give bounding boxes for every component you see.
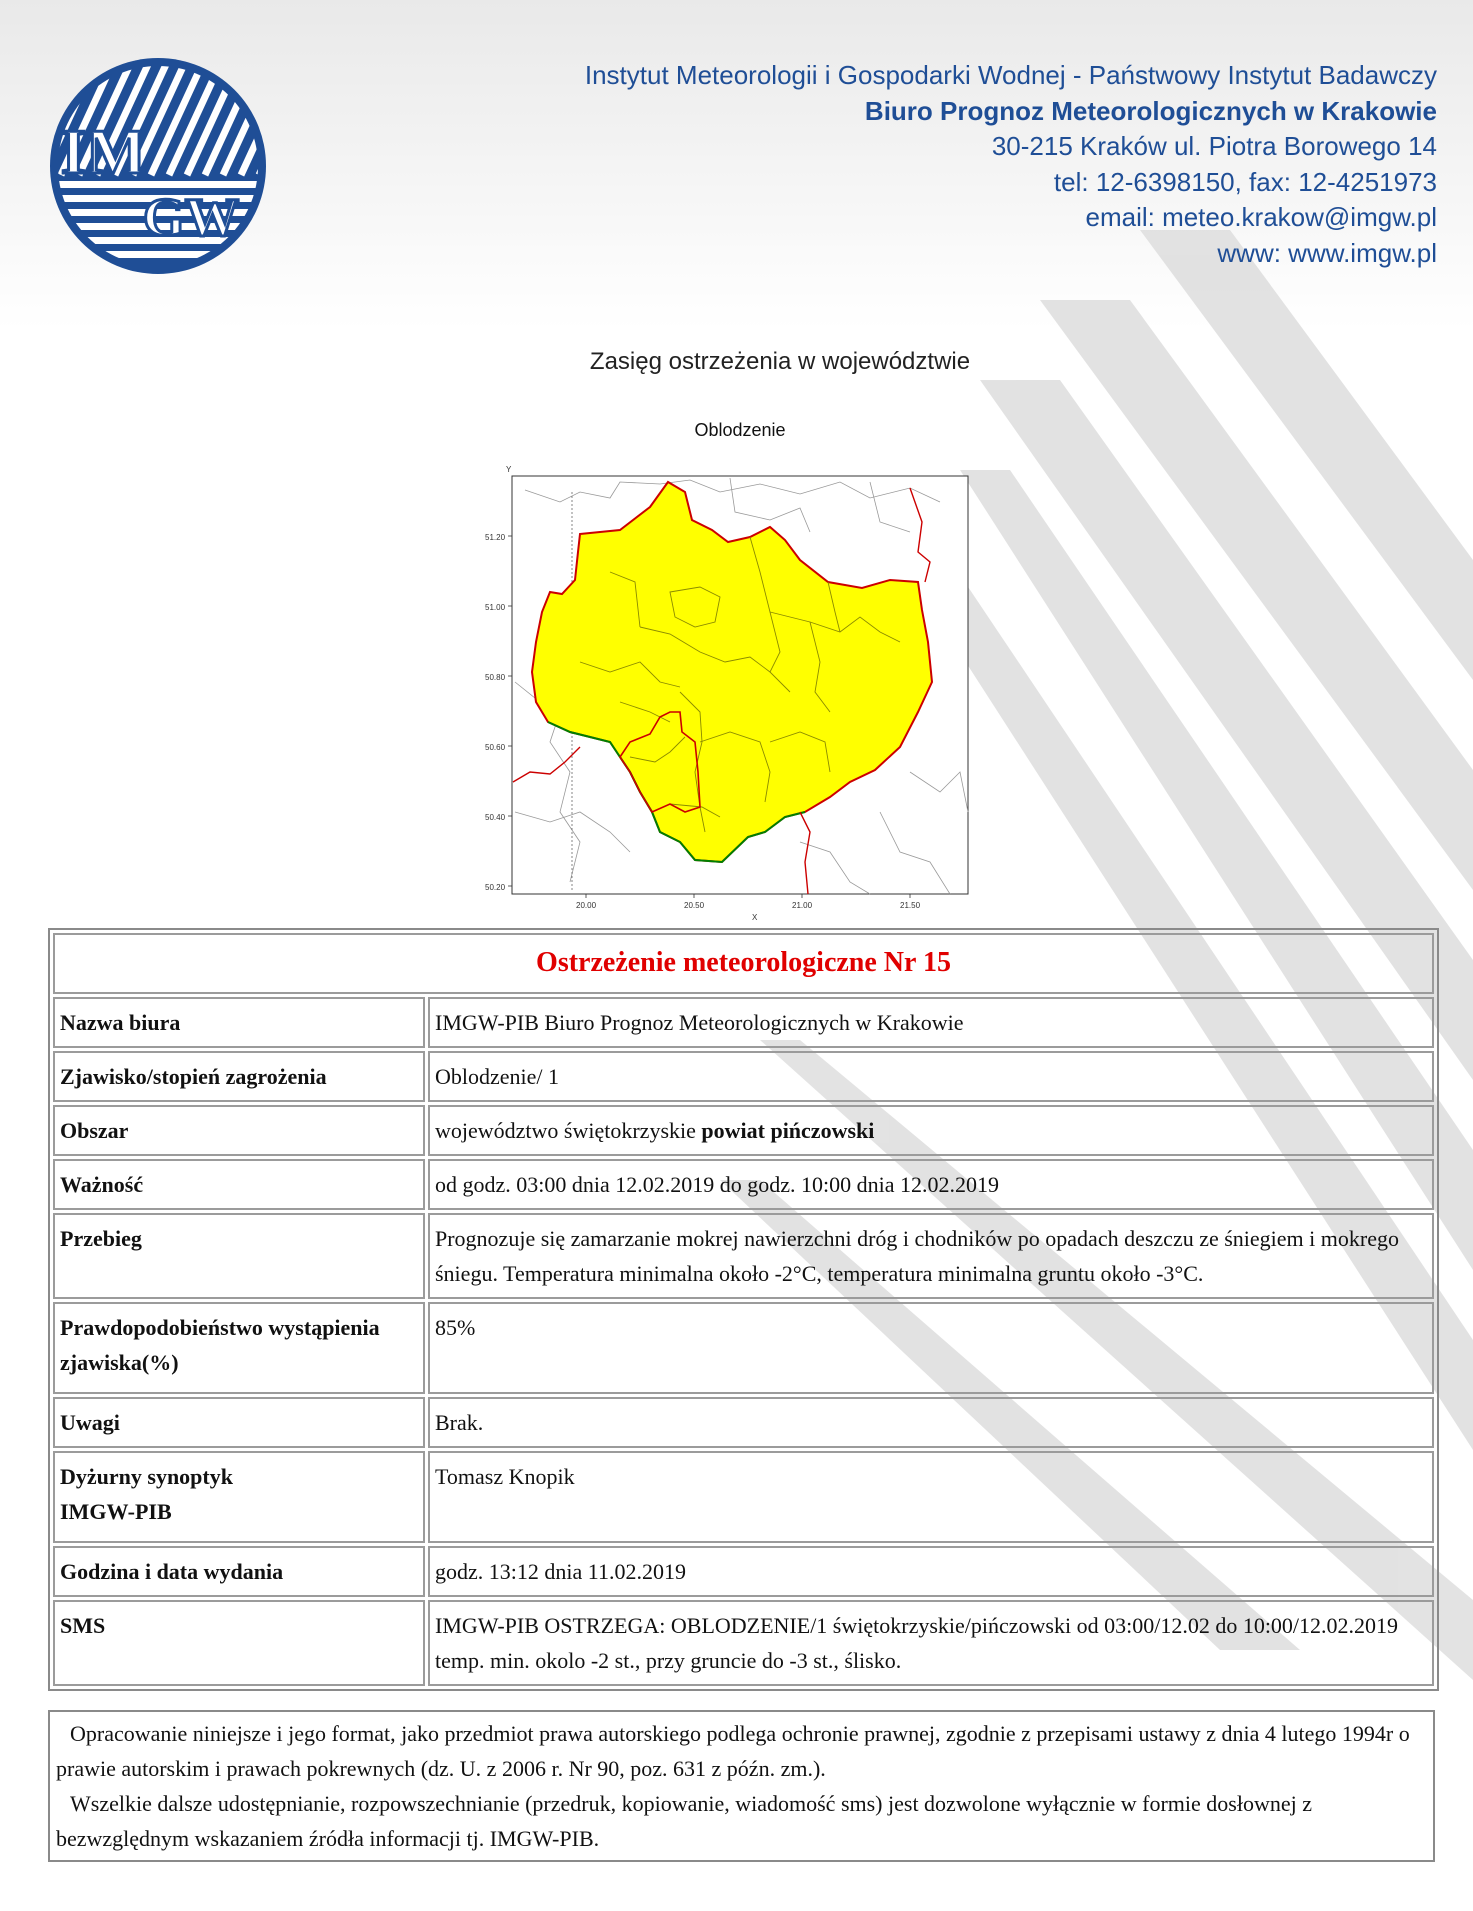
map-title: Oblodzenie (694, 420, 786, 440)
copyright-footer (48, 1710, 1435, 1862)
table-row (53, 1051, 1434, 1102)
table-row (53, 1105, 1434, 1156)
warning-title: Ostrzeżenie meteorologiczne Nr 15 (53, 933, 1434, 994)
phenomenon-label: Zjawisko/stopień zagrożenia (53, 1051, 425, 1102)
remarks-value: Brak. (428, 1397, 1434, 1448)
forecaster-label (53, 1451, 425, 1543)
distribution-paragraph: Wszelkie dalsze udostępnianie, rozpowszechnianie (przedruk, kopiowanie, wiadomość sms) jest dozwolone wyłącznie w formie dosłownej z bezwzględnym wskazaniem źródła informacji tj. IMGW-PIB. (56, 1791, 1312, 1851)
map-y-tick: 50.40 (485, 813, 506, 822)
office-email[interactable]: email: meteo.krakow@imgw.pl (1085, 202, 1437, 232)
issued-value: godz. 13:12 dnia 11.02.2019 (428, 1546, 1434, 1597)
table-row (53, 1213, 1434, 1299)
remarks-label: Uwagi (53, 1397, 425, 1448)
area-value (428, 1105, 1434, 1156)
office-address: 30-215 Kraków ul. Piotra Borowego 14 (991, 131, 1437, 161)
area-label: Obszar (53, 1105, 425, 1156)
institute-header (585, 58, 1437, 271)
table-row (53, 933, 1434, 994)
warning-map (470, 412, 1010, 922)
office-name: Biuro Prognoz Meteorologicznych w Krakowie (864, 95, 1437, 126)
map-y-tick: 51.00 (485, 603, 506, 612)
course-value: Prognozuje się zamarzanie mokrej nawierzchni dróg i chodników po opadach deszczu ze śniegiem i mokrego śniegu. Temperatura minimalna około -2°C, temperatura minimalna gruntu około -3°C. (428, 1213, 1434, 1299)
area-voivodeship: województwo świętokrzyskie (435, 1118, 696, 1143)
office-website[interactable]: www: www.imgw.pl (1217, 237, 1437, 268)
sms-label: SMS (53, 1600, 425, 1686)
area-county: powiat pińczowski (701, 1118, 875, 1143)
map-y-tick: 50.20 (485, 883, 506, 892)
map-svg (470, 412, 1010, 922)
copyright-paragraph: Opracowanie niniejsze i jego format, jako przedmiot prawa autorskiego podlega ochronie prawnej, zgodnie z przepisami ustawy z dnia 4 lutego 1994r o prawie autorskim i prawach pokrewnych (dz. U. z 2006 r. Nr 90, poz. 631 z późn. zm.). (56, 1721, 1410, 1781)
office-phone: tel: 12-6398150, fax: 12-4251973 (1053, 166, 1437, 197)
map-x-axis-label: X (752, 913, 758, 922)
phenomenon-value: Oblodzenie/ 1 (428, 1051, 1434, 1102)
map-y-tick: 51.20 (485, 533, 506, 542)
validity-value: od godz. 03:00 dnia 12.02.2019 do godz. 10:00 dnia 12.02.2019 (428, 1159, 1434, 1210)
issued-label: Godzina i data wydania (53, 1546, 425, 1597)
course-label: Przebieg (53, 1213, 425, 1299)
forecaster-value: Tomasz Knopik (428, 1451, 1434, 1543)
map-x-tick: 21.00 (792, 901, 813, 910)
map-x-tick: 20.50 (684, 901, 705, 910)
table-row (53, 1600, 1434, 1686)
map-y-tick: 50.60 (485, 743, 506, 752)
office-label: Nazwa biura (53, 997, 425, 1048)
probability-value: 85% (428, 1302, 1434, 1394)
map-x-tick: 21.50 (900, 901, 921, 910)
imgw-logo (47, 55, 269, 277)
map-x-tick: 20.00 (576, 901, 597, 910)
institute-name: Instytut Meteorologii i Gospodarki Wodnej - Państwowy Instytut Badawczy (584, 60, 1437, 90)
probability-label: Prawdopodobieństwo wystąpienia zjawiska(%) (53, 1302, 425, 1394)
forecaster-label-text: Dyżurny synoptyk IMGW-PIB (60, 1464, 233, 1524)
office-value: IMGW-PIB Biuro Prognoz Meteorologicznych w Krakowie (428, 997, 1434, 1048)
logo-text-top: IM (61, 116, 147, 187)
table-row (53, 997, 1434, 1048)
table-row (53, 1451, 1434, 1543)
table-row (53, 1397, 1434, 1448)
map-y-tick: 50.80 (485, 673, 506, 682)
table-row (53, 1159, 1434, 1210)
table-row (53, 1546, 1434, 1597)
warning-table (48, 928, 1439, 1691)
map-y-axis-label: Y (506, 465, 512, 474)
table-row (53, 1302, 1434, 1394)
sms-value: IMGW-PIB OSTRZEGA: OBLODZENIE/1 świętokrzyskie/pińczowski od 03:00/12.02 do 10:00/12.02.2019 temp. min. okolo -2 st., przy gruncie do -3 st., ślisko. (428, 1600, 1434, 1686)
validity-label: Ważność (53, 1159, 425, 1210)
logo-text-bottom: GW (143, 187, 240, 247)
section-title: Zasięg ostrzeżenia w województwie (589, 348, 971, 375)
